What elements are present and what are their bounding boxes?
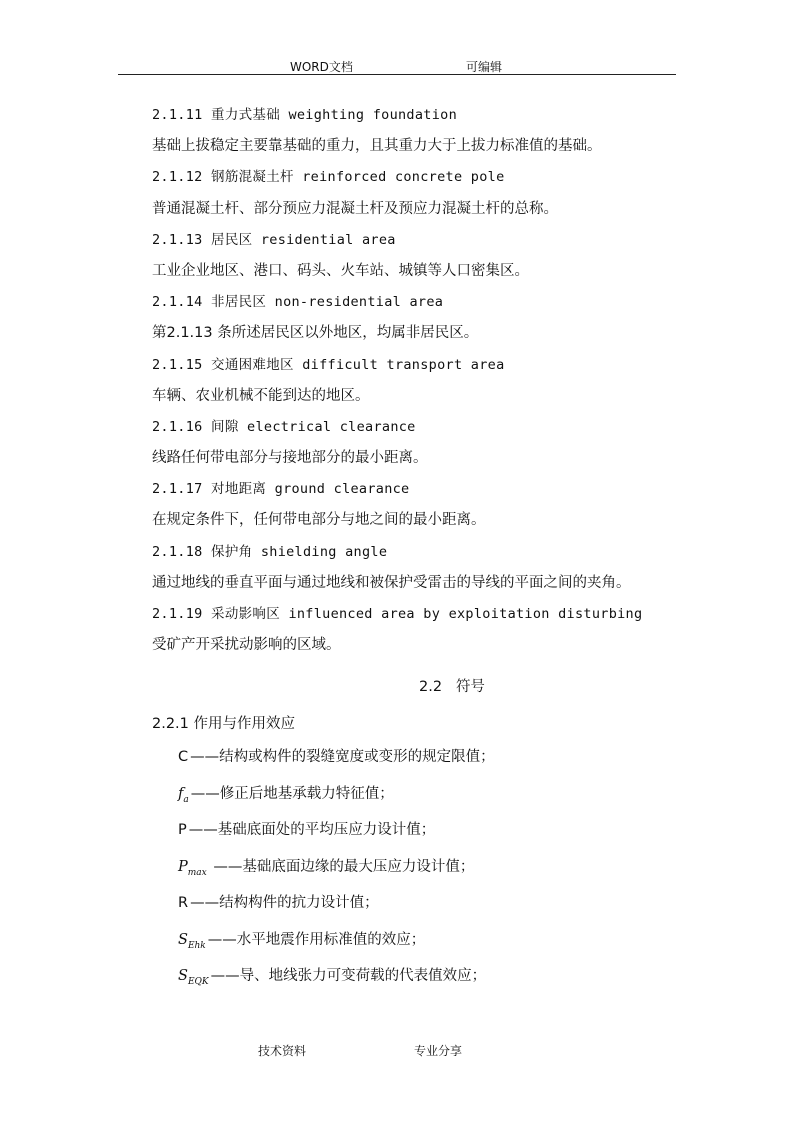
symbol-entry [152,885,712,922]
symbol-main: C [178,749,189,766]
page-footer [0,1042,794,1058]
subsection-heading [152,709,712,739]
term-heading: 2.1.14 非居民区 non-residential area [152,294,444,311]
term-definition: 普通混凝土杆、部分预应力混凝土杆及预应力混凝土杆的总称。 [152,200,558,217]
term-definition: 通过地线的垂直平面与通过地线和被保护受雷击的导线的平面之间的夹角。 [152,574,631,591]
term-heading: 2.1.12 钢筋混凝土杆 reinforced concrete pole [152,169,505,186]
symbol-main: P [178,858,188,875]
subsection-title: 作用与作用效应 [193,716,296,733]
symbol-list [152,739,712,995]
symbol-entry [152,739,712,776]
document-body [152,100,712,995]
term-heading: 2.1.17 对地距离 ground clearance [152,481,410,498]
symbol-main: P [178,822,187,839]
symbol-main: f [178,785,184,802]
symbol-entry: $f_a$ ——修正后地基承载力特征值； [178,785,394,805]
term-definition: 第2.1.13 条所述居民区以外地区，均属非居民区。 [152,325,479,342]
term-heading: 2.1.18 保护角 shielding angle [152,543,388,560]
symbol-description: ——基础底面处的平均压应力设计值； [188,822,436,839]
term-definition: 车辆、农业机械不能到达的地区。 [152,387,370,404]
section-number: 2.2 [419,679,443,696]
symbol-description: ——水平地震作用标准值的效应； [207,931,426,948]
footer-right-label: 专业分享 [414,1044,463,1058]
symbol-description: ——结构构件的抗力设计值； [190,895,379,912]
term-heading: 2.1.16 间隙 electrical clearance [152,418,416,435]
term-heading: 2.1.15 交通困难地区 difficult transport area [152,356,505,373]
term-definition: 基础上拔稳定主要靠基础的重力，且其重力大于上拔力标准值的基础。 [152,138,602,155]
term-definition: 受矿产开采扰动影响的区域。 [152,637,341,654]
symbol-description: ——基础底面边缘的最大压应力设计值； [208,858,475,875]
symbol-description: ——结构或构件的裂缝宽度或变形的规定限值； [190,749,495,766]
subsection-number: 2.2.1 [152,716,189,733]
term-definition: 在规定条件下，任何带电部分与地之间的最小距离。 [152,512,486,529]
section-heading [152,672,752,702]
term-heading: 2.1.13 居民区 residential area [152,231,396,248]
section-title: 符号 [455,679,485,696]
symbol-main: R [178,895,189,912]
header-editable-label: 可编辑 [466,60,503,74]
term-heading: 2.1.19 采动影响区 influenced area by exploitation disturbing [152,606,643,622]
term-list [152,100,712,661]
header-doc-label: WORD文档 [290,60,353,74]
footer-left-label: 技术资料 [258,1044,307,1058]
symbol-entry [152,812,712,849]
symbol-description: ——导、地线张力可变荷载的代表值效应； [210,968,487,985]
term-definition: 线路任何带电部分与接地部分的最小距离。 [152,450,428,467]
page-header [118,58,676,75]
symbol-entry: $P_{max}$ ——基础底面边缘的最大压应力设计值； [178,858,475,878]
term-definition: 工业企业地区、港口、码头、火车站、城镇等人口密集区。 [152,262,529,279]
term-heading: 2.1.11 重力式基础 weighting foundation [152,107,457,123]
symbol-main: S [178,931,188,948]
symbol-description: ——修正后地基承载力特征值； [190,785,394,802]
symbol-entry: $S_{Ehk}$ ——水平地震作用标准值的效应； [178,931,426,951]
symbol-main: S [178,968,188,985]
symbol-entry: $S_{EQK}$ ——导、地线张力可变荷载的代表值效应； [178,968,487,988]
